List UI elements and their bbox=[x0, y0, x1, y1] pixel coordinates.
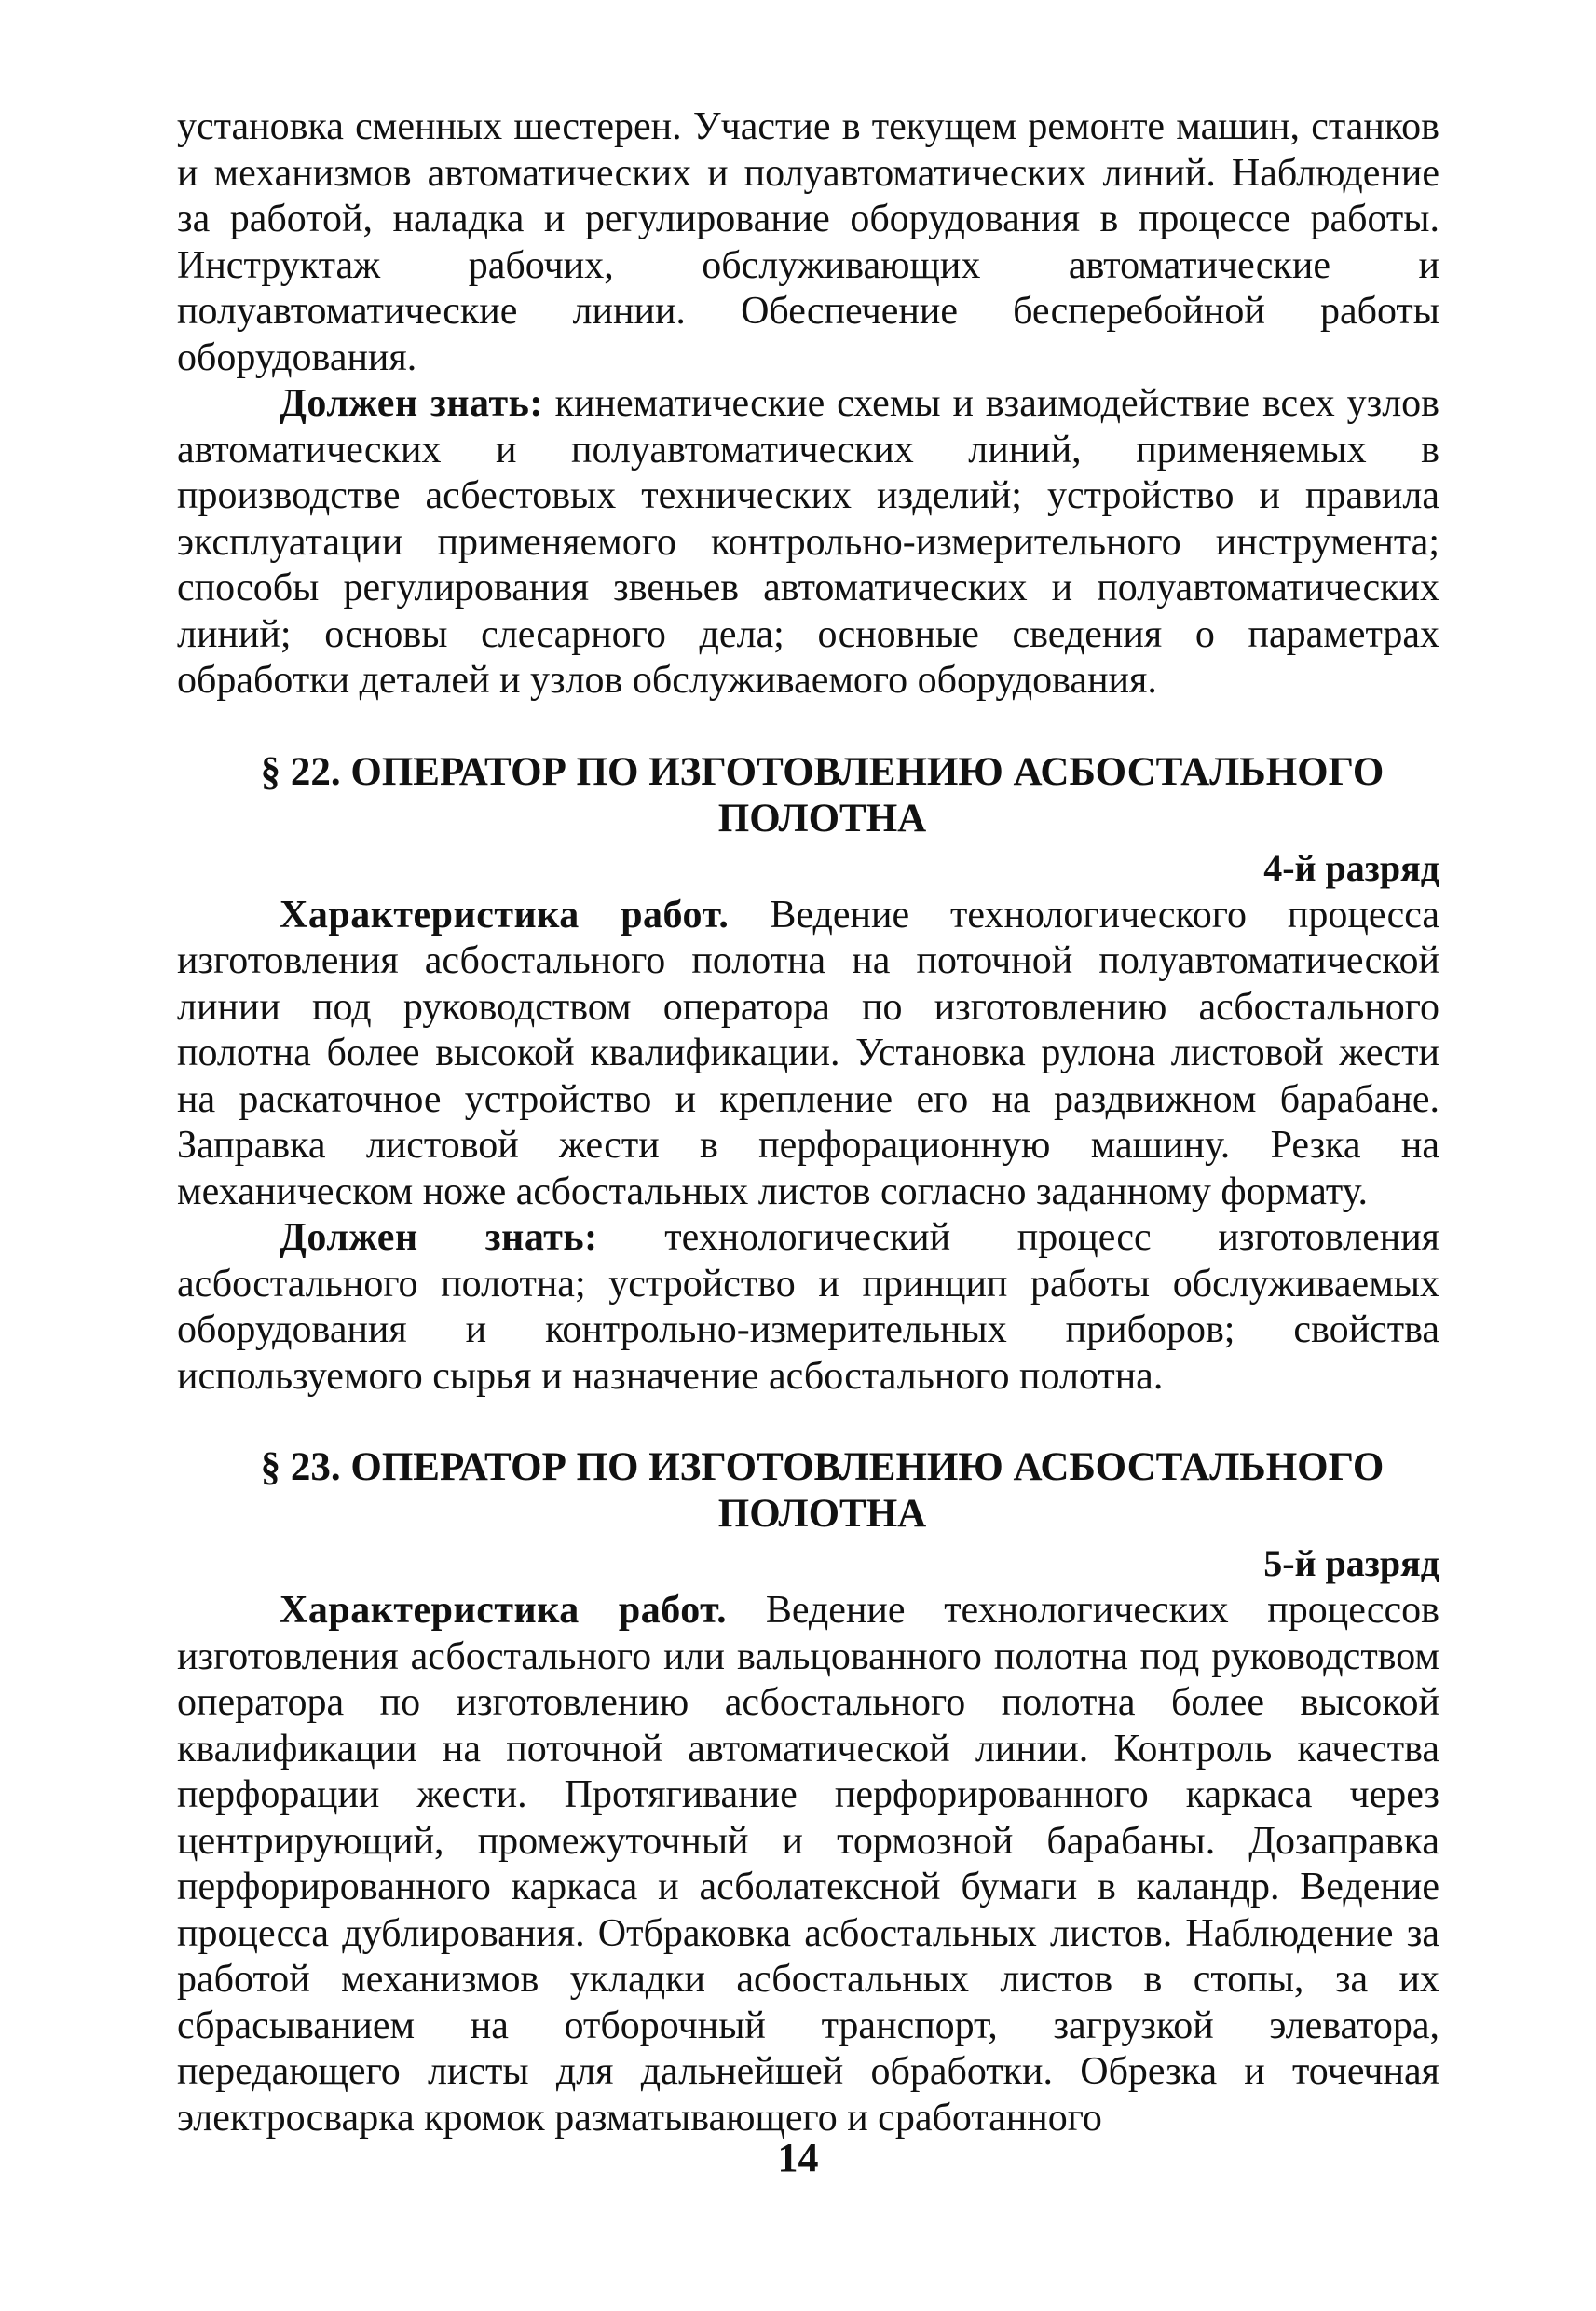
section-23-characteristics-lead: Характеристика работ. bbox=[280, 1589, 728, 1632]
section-23-characteristics-text: Ведение технологических процессов изготовления асбостального или вальцованного полотна под руководством оператора по изготовлению асбостального полотна более высокой квалификации на поточной автоматической линии. Контроль качества перфорации жести. Протягивание перфорированного каркаса через центрирующий, промежуточный и тормозной барабаны. Дозаправка перфорированного каркаса и асболатексной бумаги в каландр. Ведение процесса дублирования. Отбраковка асбостальных листов. Наблюдение за работой механизмов укладки асбостальных листов в стопы, за их сбрасыванием на отборочный транспорт, загрузкой элеватора, передающего листы для дальнейшей обработки. Обрезка и точечная электросварка кромок разматывающего и сработанного bbox=[177, 1589, 1439, 2140]
section-23-title: § 23. ОПЕРАТОР ПО ИЗГОТОВЛЕНИЮ АСБОСТАЛЬНОГО ПОЛОТНА bbox=[260, 1445, 1385, 1536]
continuation-paragraph: установка сменных шестерен. Участие в текущем ремонте машин, станков и механизмов автоматических и полуавтоматических линий. Наблюдение за работой, наладка и регулирование оборудования в процессе работы. Инструктаж рабочих, обслуживающих автоматические и полуавтоматические линии. Обеспечение бесперебойной работы оборудования. bbox=[177, 105, 1439, 379]
page-number: 14 bbox=[777, 2135, 819, 2181]
section-22-knowledge bbox=[177, 1215, 1439, 1400]
section-22-characteristics-text: Ведение технологического процесса изготовления асбостального полотна на поточной полуавтоматической линии под руководством оператора по изготовлению асбостального полотна более высокой квалификации. Установка рулона листовой жести на раскаточное устройство и крепление его на раздвижном барабане. Заправка листовой жести в перфорационную машину. Резка на механическом ноже асбостальных листов согласно заданному формату. bbox=[177, 893, 1440, 1213]
section-22-knowledge-lead: Должен знать: bbox=[280, 1216, 598, 1259]
section-22-characteristics bbox=[177, 893, 1439, 1216]
section-22-knowledge-text: технологический процесс изготовления асбостального полотна; устройство и принцип работы обслуживаемых оборудования и контрольно-измерительных приборов; свойства используемого сырья и назначение асбостального полотна. bbox=[177, 1216, 1439, 1398]
section-23-characteristics bbox=[177, 1588, 1439, 2141]
section-22-title: § 22. ОПЕРАТОР ПО ИЗГОТОВЛЕНИЮ АСБОСТАЛЬНОГО ПОЛОТНА bbox=[260, 749, 1385, 841]
document-page bbox=[177, 104, 1439, 2141]
section-22-characteristics-lead: Характеристика работ. bbox=[280, 893, 730, 937]
section-23-grade: 5-й разряд bbox=[1263, 1542, 1439, 1584]
knowledge-text: кинематические схемы и взаимодействие всех узлов автоматических и полуавтоматических линий, применяемых в производстве асбестовых технических изделий; устройство и правила эксплуатации применяемого контрольно-измерительного инструмента; способы регулирования звеньев автоматических и полуавтоматических линий; основы слесарного дела; основные сведения о параметрах обработки деталей и узлов обслуживаемого оборудования. bbox=[177, 382, 1439, 702]
knowledge-paragraph bbox=[177, 381, 1439, 704]
knowledge-lead: Должен знать: bbox=[280, 382, 543, 425]
section-22-grade: 4-й разряд bbox=[1263, 846, 1439, 889]
